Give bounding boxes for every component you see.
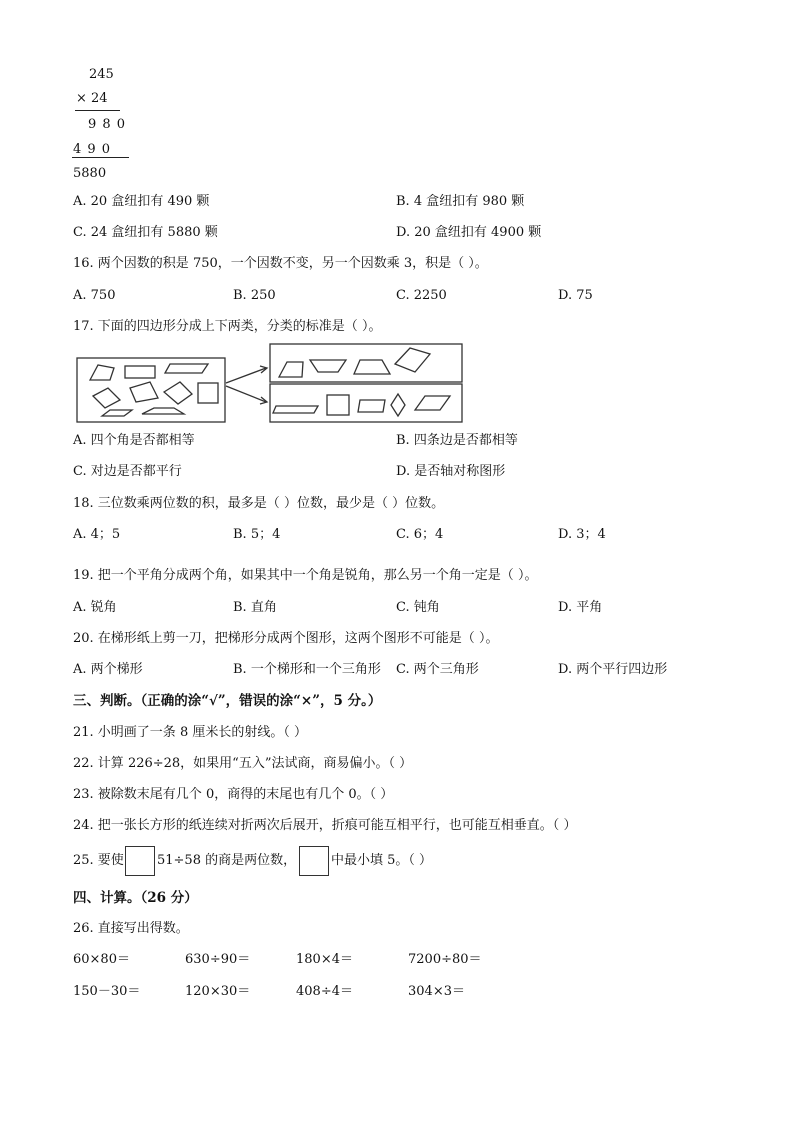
q18-option-a[interactable]: A. 4；5 [73,527,121,542]
q15-option-b[interactable]: B. 4 盒纽扣有 980 颗 [396,194,525,209]
q24[interactable]: 24. 把一张长方形的纸连续对折两次后展开，折痕可能互相平行，也可能互相垂直。（ ） [73,818,577,833]
left-group-frame [77,358,225,422]
q25-middle: 51÷58 的商是两位数， [157,853,297,868]
bottom-group-frame [270,384,462,422]
q23[interactable]: 23. 被除数末尾有几个 0，商得的末尾也有几个 0。（ ） [73,787,394,802]
q18-option-b[interactable]: B. 5；4 [233,527,281,542]
q25-prefix: 25. 要使 [73,853,124,868]
calc-5[interactable]: 150－30＝ [73,984,141,999]
q17-stem: 17. 下面的四边形分成上下两类，分类的标准是（ ）。 [73,319,382,334]
q15-option-a[interactable]: A. 20 盒纽扣有 490 颗 [73,194,210,209]
q25-suffix[interactable]: 中最小填 5。（ ） [331,853,433,868]
q16-option-d[interactable]: D. 75 [558,288,593,303]
partial-product-2: 4 9 0 [73,142,112,157]
q15-option-d[interactable]: D. 20 盒纽扣有 4900 颗 [396,225,542,240]
q18-option-c[interactable]: C. 6；4 [396,527,444,542]
q19-option-a[interactable]: A. 锐角 [73,600,117,615]
shape-parallelogram-2 [102,410,132,416]
q15-option-c[interactable]: C. 24 盒纽扣有 5880 颗 [73,225,218,240]
shape-square-1 [198,383,218,403]
bottom-shape-rhombus-1 [391,394,405,416]
q20-option-d[interactable]: D. 两个平行四边形 [558,662,668,677]
q19-option-c[interactable]: C. 钝角 [396,600,440,615]
q16-option-c[interactable]: C. 2250 [396,288,447,303]
q17-option-b[interactable]: B. 四条边是否都相等 [396,433,518,448]
q18-stem: 18. 三位数乘两位数的积，最多是（ ）位数，最少是（ ）位数。 [73,496,445,511]
bottom-shape-parallelogram-1 [273,406,318,413]
calc-4[interactable]: 7200÷80＝ [408,952,482,967]
bottom-shape-parallelogram-2 [358,400,385,412]
q26-stem: 26. 直接写出得数。 [73,921,189,936]
q20-option-b[interactable]: B. 一个梯形和一个三角形 [233,662,381,677]
q18-option-d[interactable]: D. 3；4 [558,527,606,542]
arrow-up-line [226,368,266,383]
q17-option-d[interactable]: D. 是否轴对称图形 [396,464,506,479]
shape-parallelogram-1 [165,364,208,373]
arrow-down-line [226,386,266,402]
section4-title: 四、计算。（26 分） [73,890,198,906]
q19-option-d[interactable]: D. 平角 [558,600,603,615]
q20-stem: 20. 在梯形纸上剪一刀，把梯形分成两个图形，这两个图形不可能是（ ）。 [73,631,499,646]
q25-blank-box-1[interactable] [125,846,155,876]
multiplication-result: 5880 [73,166,107,181]
q19-option-b[interactable]: B. 直角 [233,600,277,615]
section3-title: 三、判断。（正确的涂“√”，错误的涂“×”，5 分。） [73,693,382,709]
q17-option-c[interactable]: C. 对边是否都平行 [73,464,182,479]
shape-kite-1 [93,388,120,408]
q22[interactable]: 22. 计算 226÷28，如果用“五入”法试商，商易偏小。（ ） [73,756,413,771]
bottom-shape-parallelogram-3 [415,396,450,410]
top-shape-trapezoid-3 [354,360,390,374]
top-shape-quad-1 [395,348,430,372]
shape-quad-2 [130,382,158,402]
shape-quad-3 [164,382,192,404]
calc-2[interactable]: 630÷90＝ [185,952,251,967]
calc-1[interactable]: 60×80＝ [73,952,130,967]
quadrilateral-classification-figure [70,340,470,426]
multiplier-row: × 24 [76,91,108,106]
top-shape-trapezoid-2 [310,360,346,372]
calc-8[interactable]: 304×3＝ [408,984,465,999]
q17-option-a[interactable]: A. 四个角是否都相等 [73,433,195,448]
q25-blank-box-2[interactable] [299,846,329,876]
top-group-frame [270,344,462,382]
calc-3[interactable]: 180×4＝ [296,952,353,967]
bottom-shape-square-1 [327,395,349,415]
shape-quad-1 [90,365,114,380]
shape-trapezoid-1 [142,408,184,414]
shape-rect-1 [125,366,155,378]
q16-stem: 16. 两个因数的积是 750，一个因数不变，另一个因数乘 3，积是（ ）。 [73,256,488,271]
multiplication-line-2 [72,157,129,158]
q20-option-c[interactable]: C. 两个三角形 [396,662,479,677]
q21[interactable]: 21. 小明画了一条 8 厘米长的射线。（ ） [73,725,307,740]
partial-product-1: 9 8 0 [88,117,127,132]
multiplication-line-1 [75,110,120,111]
q16-option-a[interactable]: A. 750 [73,288,116,303]
multiplicand: 245 [89,67,114,82]
calc-6[interactable]: 120×30＝ [185,984,251,999]
q19-stem: 19. 把一个平角分成两个角，如果其中一个角是锐角，那么另一个角一定是（ ）。 [73,568,538,583]
q16-option-b[interactable]: B. 250 [233,288,276,303]
q20-option-a[interactable]: A. 两个梯形 [73,662,143,677]
calc-7[interactable]: 408÷4＝ [296,984,353,999]
top-shape-trapezoid-1 [279,362,303,377]
